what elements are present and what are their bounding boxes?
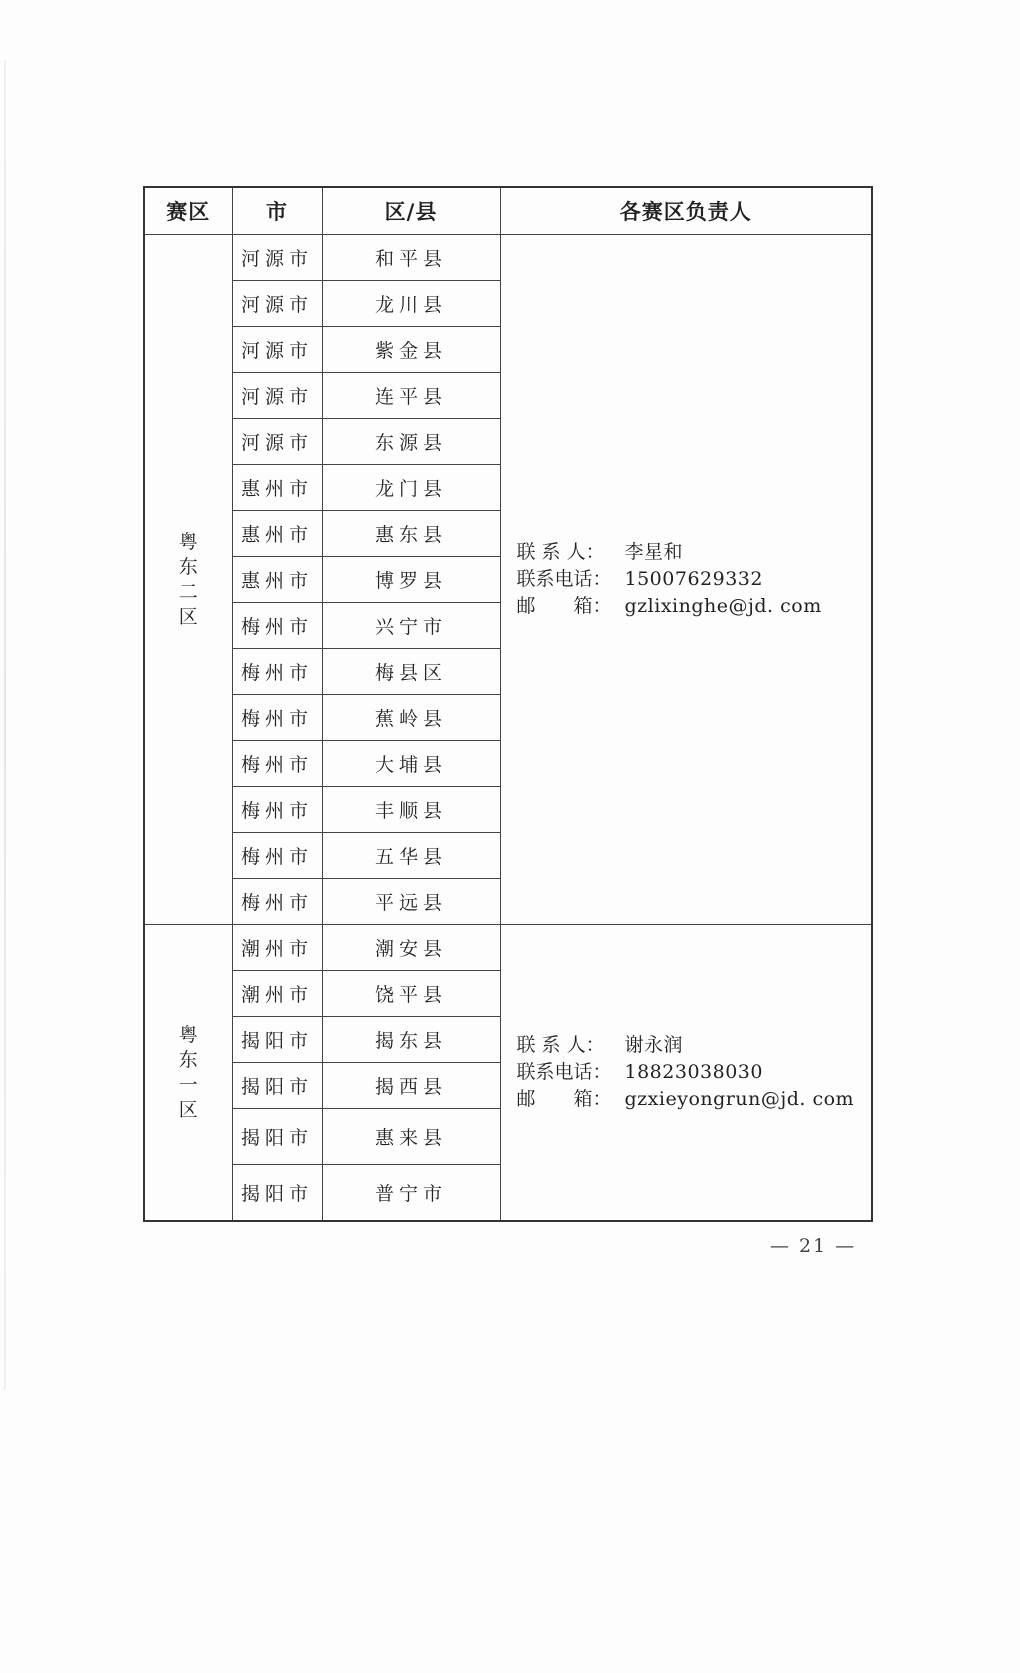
city-cell: 河源市 — [232, 419, 322, 465]
city-cell: 梅州市 — [232, 879, 322, 925]
city-cell: 揭阳市 — [232, 1063, 322, 1109]
district-cell: 龙门县 — [322, 465, 500, 511]
contact-person: 谢永润 — [624, 1034, 684, 1056]
district-cell: 和平县 — [322, 235, 500, 281]
contact-phone-label: 联系电话： — [516, 568, 612, 590]
district-cell: 东源县 — [322, 419, 500, 465]
district-cell: 博罗县 — [322, 557, 500, 603]
contact-phone-label: 联系电话： — [516, 1061, 612, 1083]
contact-phone: 15007629332 — [624, 568, 763, 590]
city-cell: 惠州市 — [232, 557, 322, 603]
district-cell: 丰顺县 — [322, 787, 500, 833]
city-cell: 河源市 — [232, 373, 322, 419]
city-cell: 惠州市 — [232, 465, 322, 511]
city-cell: 揭阳市 — [232, 1109, 322, 1165]
contact-cell — [500, 235, 872, 925]
region-contact-table — [143, 186, 873, 1222]
table-row — [144, 235, 872, 281]
zone-cell — [144, 235, 232, 925]
contact-phone: 18823038030 — [624, 1061, 763, 1083]
district-cell: 普宁市 — [322, 1165, 500, 1222]
district-cell: 揭西县 — [322, 1063, 500, 1109]
city-cell: 梅州市 — [232, 833, 322, 879]
contact-cell — [500, 925, 872, 1222]
contact-phone-line — [517, 1059, 872, 1086]
header-contact: 各赛区负责人 — [500, 187, 872, 235]
contact-person-label: 联 系 人： — [516, 541, 605, 563]
city-cell: 潮州市 — [232, 971, 322, 1017]
city-cell: 揭阳市 — [232, 1017, 322, 1063]
contact-email-label: 邮 箱： — [516, 1088, 612, 1110]
district-cell: 大埔县 — [322, 741, 500, 787]
contact-email: gzxieyongrun@jd. com — [624, 1088, 855, 1110]
contact-person-label: 联 系 人： — [516, 1034, 605, 1056]
contact-email: gzlixinghe@jd. com — [624, 595, 822, 617]
contact-phone-line — [517, 566, 872, 593]
zone-name: 粤东一区 — [178, 1023, 198, 1121]
city-cell: 梅州市 — [232, 695, 322, 741]
contact-person: 李星和 — [624, 541, 684, 563]
district-cell: 惠来县 — [322, 1109, 500, 1165]
city-cell: 梅州市 — [232, 603, 322, 649]
page-number: — 21 — — [770, 1235, 857, 1257]
zone-cell — [144, 925, 232, 1222]
district-cell: 连平县 — [322, 373, 500, 419]
contact-email-line — [517, 1086, 872, 1113]
city-cell: 揭阳市 — [232, 1165, 322, 1222]
district-cell: 蕉岭县 — [322, 695, 500, 741]
table-header-row — [144, 187, 872, 235]
scan-edge-shadow — [4, 60, 6, 1390]
city-cell: 梅州市 — [232, 787, 322, 833]
district-cell: 揭东县 — [322, 1017, 500, 1063]
header-district: 区/县 — [322, 187, 500, 235]
zone-name: 粤东二区 — [178, 530, 198, 628]
district-cell: 饶平县 — [322, 971, 500, 1017]
contact-email-label: 邮 箱： — [516, 595, 612, 617]
district-cell: 平远县 — [322, 879, 500, 925]
contact-email-line — [517, 593, 872, 620]
header-zone: 赛区 — [144, 187, 232, 235]
district-cell: 紫金县 — [322, 327, 500, 373]
city-cell: 河源市 — [232, 235, 322, 281]
district-cell: 惠东县 — [322, 511, 500, 557]
district-cell: 龙川县 — [322, 281, 500, 327]
city-cell: 梅州市 — [232, 741, 322, 787]
city-cell: 河源市 — [232, 327, 322, 373]
contact-person-line — [517, 539, 872, 566]
district-cell: 兴宁市 — [322, 603, 500, 649]
header-city: 市 — [232, 187, 322, 235]
table-row — [144, 925, 872, 971]
city-cell: 潮州市 — [232, 925, 322, 971]
contact-person-line — [517, 1032, 872, 1059]
district-cell: 潮安县 — [322, 925, 500, 971]
district-cell: 梅县区 — [322, 649, 500, 695]
city-cell: 梅州市 — [232, 649, 322, 695]
city-cell: 河源市 — [232, 281, 322, 327]
city-cell: 惠州市 — [232, 511, 322, 557]
district-cell: 五华县 — [322, 833, 500, 879]
